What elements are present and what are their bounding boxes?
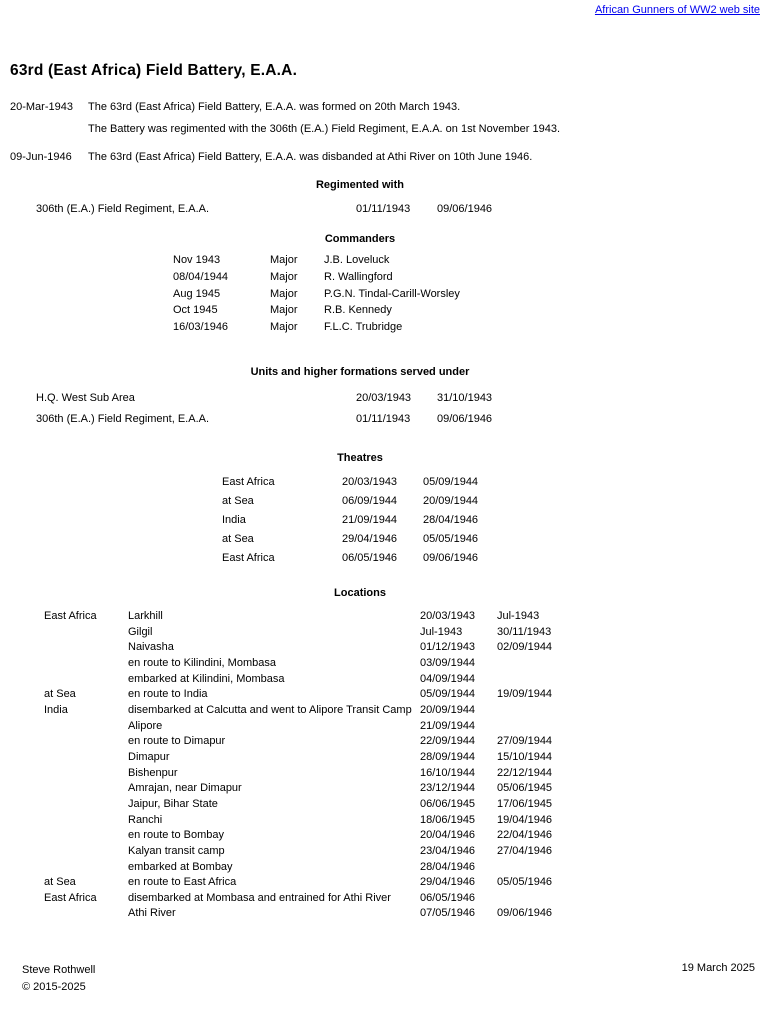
location-row-from: 28/04/1946 xyxy=(420,860,476,873)
history-row xyxy=(10,118,750,140)
location-row xyxy=(44,750,552,766)
footer-author: Steve Rothwell xyxy=(22,964,96,976)
commander-row-rank: Major xyxy=(270,270,298,283)
history-table xyxy=(10,96,750,168)
location-row-place: Larkhill xyxy=(128,610,163,622)
location-row xyxy=(44,625,552,641)
location-row-from: Jul-1943 xyxy=(420,625,463,638)
commander-row xyxy=(173,269,460,286)
location-row xyxy=(44,719,552,735)
commander-row-rank: Major xyxy=(270,304,298,317)
locations-table xyxy=(44,609,552,922)
location-row-to xyxy=(497,891,552,907)
location-row-region xyxy=(44,719,128,735)
location-row xyxy=(44,891,552,907)
location-row-to: 19/09/1944 xyxy=(497,688,553,701)
location-row-place: disembarked at Calcutta and went to Alipore Transit Camp xyxy=(128,703,412,716)
location-row-to: 27/04/1946 xyxy=(497,844,553,857)
location-row-region xyxy=(44,828,128,844)
location-row-from: 01/12/1943 xyxy=(420,641,476,654)
theatre-row-name: at Sea xyxy=(222,495,254,507)
location-row-to: 22/12/1944 xyxy=(497,766,553,779)
unit-row-to: 31/10/1943 xyxy=(437,392,493,404)
location-row-from: 16/10/1944 xyxy=(420,766,476,779)
location-row-region xyxy=(44,906,128,922)
location-row xyxy=(44,860,552,876)
regimented-row-from: 01/11/1943 xyxy=(356,203,411,215)
theatre-row-name: India xyxy=(222,514,246,526)
theatre-row-to: 09/06/1946 xyxy=(423,552,479,564)
commander-row-rank: Major xyxy=(270,287,298,300)
commander-row-name: R.B. Kennedy xyxy=(324,304,392,317)
location-row-to: 09/06/1946 xyxy=(497,907,553,920)
regimented-row xyxy=(36,200,492,218)
location-row-place: Alipore xyxy=(128,719,163,732)
history-row xyxy=(10,146,750,168)
location-row-region xyxy=(44,797,128,813)
location-row-place: en route to Dimapur xyxy=(128,735,226,748)
location-row xyxy=(44,797,552,813)
location-row xyxy=(44,828,552,844)
location-row-to xyxy=(497,703,552,719)
theatre-row-to: 28/04/1946 xyxy=(423,514,479,526)
location-row xyxy=(44,672,552,688)
commander-row xyxy=(173,319,460,336)
location-row-place: Amrajan, near Dimapur xyxy=(128,782,242,795)
location-row-from: 18/06/1945 xyxy=(420,813,476,826)
footer-author-block xyxy=(22,962,95,995)
location-row-to: 15/10/1944 xyxy=(497,750,553,763)
theatre-row-from: 06/05/1946 xyxy=(342,552,398,564)
location-row xyxy=(44,734,552,750)
history-row-text: The 63rd (East Africa) Field Battery, E.A.A. was formed on 20th March 1943. xyxy=(88,101,461,113)
commander-row-name: R. Wallingford xyxy=(324,270,393,283)
unit-row xyxy=(36,409,492,430)
theatre-row-from: 20/03/1943 xyxy=(342,476,398,488)
location-row-to: 19/04/1946 xyxy=(497,813,553,826)
location-row-from: 03/09/1944 xyxy=(420,656,476,669)
location-row-place: Dimapur xyxy=(128,750,170,763)
location-row-region: India xyxy=(44,703,68,716)
location-row-from: 06/06/1945 xyxy=(420,797,476,810)
location-row-to: 22/04/1946 xyxy=(497,829,553,842)
theatre-row xyxy=(222,549,478,568)
footer-copyright: © 2015-2025 xyxy=(22,980,86,993)
location-row-place: embarked at Bombay xyxy=(128,860,233,873)
unit-row-name: 306th (E.A.) Field Regiment, E.A.A. xyxy=(36,412,210,425)
location-row-to xyxy=(497,719,552,735)
location-row-to: 27/09/1944 xyxy=(497,735,553,748)
commanders-table xyxy=(173,252,460,336)
theatre-row xyxy=(222,530,478,549)
location-row-from: 04/09/1944 xyxy=(420,672,476,685)
location-row-to: Jul-1943 xyxy=(497,610,540,622)
unit-row-from: 01/11/1943 xyxy=(356,412,411,425)
history-row-text: The 63rd (East Africa) Field Battery, E.A.A. was disbanded at Athi River on 10th June 1946. xyxy=(88,151,533,163)
location-row xyxy=(44,906,552,922)
commander-row xyxy=(173,302,460,319)
location-row-place: Ranchi xyxy=(128,813,163,826)
location-row-from: 23/04/1946 xyxy=(420,844,476,857)
location-row-from: 20/04/1946 xyxy=(420,829,476,842)
location-row-from: 28/09/1944 xyxy=(420,750,476,763)
section-heading-units-served-under: Units and higher formations served under xyxy=(250,366,470,378)
theatres-table xyxy=(222,473,478,568)
section-heading-theatres: Theatres xyxy=(337,452,383,464)
location-row-place: Bishenpur xyxy=(128,766,178,779)
theatre-row-to: 20/09/1944 xyxy=(423,495,479,507)
location-row-place: Athi River xyxy=(128,907,176,920)
section-heading-regimented-with: Regimented with xyxy=(315,179,404,191)
location-row xyxy=(44,844,552,860)
location-row-region xyxy=(44,844,128,860)
location-row-region xyxy=(44,625,128,641)
location-row xyxy=(44,875,552,891)
location-row-from: 29/04/1946 xyxy=(420,876,476,889)
theatre-row-from: 29/04/1946 xyxy=(342,533,398,545)
commander-row xyxy=(173,252,460,269)
location-row-to: 05/05/1946 xyxy=(497,876,553,889)
commander-row-name: J.B. Loveluck xyxy=(324,254,390,266)
location-row-from: 07/05/1946 xyxy=(420,907,476,920)
location-row-to xyxy=(497,860,552,876)
location-row-from: 20/03/1943 xyxy=(420,610,476,622)
unit-row-to: 09/06/1946 xyxy=(437,412,493,425)
commander-row-rank: Major xyxy=(270,254,298,266)
commander-row-date: Nov 1943 xyxy=(173,254,221,266)
theatre-row-from: 06/09/1944 xyxy=(342,495,398,507)
history-row-text: The Battery was regimented with the 306th (E.A.) Field Regiment, E.A.A. on 1st November 1943. xyxy=(88,123,561,135)
site-header-link[interactable]: African Gunners of WW2 web site xyxy=(594,4,760,16)
commander-row-date: 16/03/1946 xyxy=(173,321,229,334)
units-table xyxy=(36,388,492,429)
section-heading-locations: Locations xyxy=(334,587,386,599)
location-row-to xyxy=(497,656,552,672)
commander-row-name: P.G.N. Tindal-Carill-Worsley xyxy=(324,287,460,300)
location-row-place: en route to India xyxy=(128,688,208,701)
history-row-date xyxy=(10,118,88,140)
regimented-row-to: 09/06/1946 xyxy=(437,203,493,215)
regimented-with-table xyxy=(36,200,492,218)
location-row xyxy=(44,687,552,703)
theatre-row xyxy=(222,511,478,530)
commander-row-name: F.L.C. Trubridge xyxy=(324,321,403,334)
unit-row-name: H.Q. West Sub Area xyxy=(36,392,135,404)
location-row-region: East Africa xyxy=(44,891,97,904)
theatre-row-to: 05/05/1946 xyxy=(423,533,479,545)
location-row-region xyxy=(44,734,128,750)
theatre-row xyxy=(222,473,478,492)
location-row xyxy=(44,640,552,656)
location-row xyxy=(44,813,552,829)
unit-row-from: 20/03/1943 xyxy=(356,392,412,404)
location-row-to: 02/09/1944 xyxy=(497,641,553,654)
location-row-region xyxy=(44,766,128,782)
location-row-to: 30/11/1943 xyxy=(497,625,552,638)
commander-row-rank: Major xyxy=(270,321,298,334)
location-row-region xyxy=(44,781,128,797)
theatre-row-from: 21/09/1944 xyxy=(342,514,398,526)
location-row-from: 06/05/1946 xyxy=(420,891,476,904)
location-row-region xyxy=(44,640,128,656)
location-row-region xyxy=(44,672,128,688)
location-row-place: Kalyan transit camp xyxy=(128,844,225,857)
commander-row-date: Oct 1945 xyxy=(173,304,218,317)
location-row-from: 23/12/1944 xyxy=(420,782,476,795)
location-row-region xyxy=(44,860,128,876)
location-row xyxy=(44,781,552,797)
commander-row xyxy=(173,286,460,303)
theatre-row-name: East Africa xyxy=(222,552,275,564)
location-row xyxy=(44,766,552,782)
location-row-region xyxy=(44,813,128,829)
theatre-row-to: 05/09/1944 xyxy=(423,476,479,488)
theatre-row-name: East Africa xyxy=(222,476,275,488)
history-row xyxy=(10,96,750,118)
location-row-place: disembarked at Mombasa and entrained for Athi River xyxy=(128,891,391,904)
unit-row xyxy=(36,388,492,409)
location-row-from: 21/09/1944 xyxy=(420,719,476,732)
location-row-to: 05/06/1945 xyxy=(497,782,553,795)
location-row-from: 20/09/1944 xyxy=(420,703,476,716)
location-row-to xyxy=(497,672,552,688)
theatre-row xyxy=(222,492,478,511)
location-row-region xyxy=(44,656,128,672)
location-row-place: en route to Bombay xyxy=(128,829,225,842)
location-row-place: en route to Kilindini, Mombasa xyxy=(128,656,276,669)
location-row-region xyxy=(44,750,128,766)
location-row-region: at Sea xyxy=(44,876,76,889)
history-row-date: 09-Jun-1946 xyxy=(10,151,72,163)
location-row-from: 22/09/1944 xyxy=(420,735,476,748)
regimented-row-name: 306th (E.A.) Field Regiment, E.A.A. xyxy=(36,203,210,215)
location-row-place: Gilgil xyxy=(128,625,153,638)
location-row xyxy=(44,609,552,625)
commander-row-date: Aug 1945 xyxy=(173,287,221,300)
location-row-region: at Sea xyxy=(44,688,76,701)
location-row-place: Naivasha xyxy=(128,641,174,654)
location-row xyxy=(44,656,552,672)
location-row-place: Jaipur, Bihar State xyxy=(128,797,218,810)
page-title: 63rd (East Africa) Field Battery, E.A.A. xyxy=(10,62,298,79)
location-row xyxy=(44,703,552,719)
history-row-date: 20-Mar-1943 xyxy=(10,101,73,113)
section-heading-commanders: Commanders xyxy=(324,233,396,245)
commander-row-date: 08/04/1944 xyxy=(173,270,229,283)
location-row-place: en route to East Africa xyxy=(128,876,237,889)
footer-date: 19 March 2025 xyxy=(681,962,755,974)
location-row-to: 17/06/1945 xyxy=(497,797,553,810)
location-row-region: East Africa xyxy=(44,610,97,622)
location-row-place: embarked at Kilindini, Mombasa xyxy=(128,672,285,685)
theatre-row-name: at Sea xyxy=(222,533,254,545)
location-row-from: 05/09/1944 xyxy=(420,688,476,701)
